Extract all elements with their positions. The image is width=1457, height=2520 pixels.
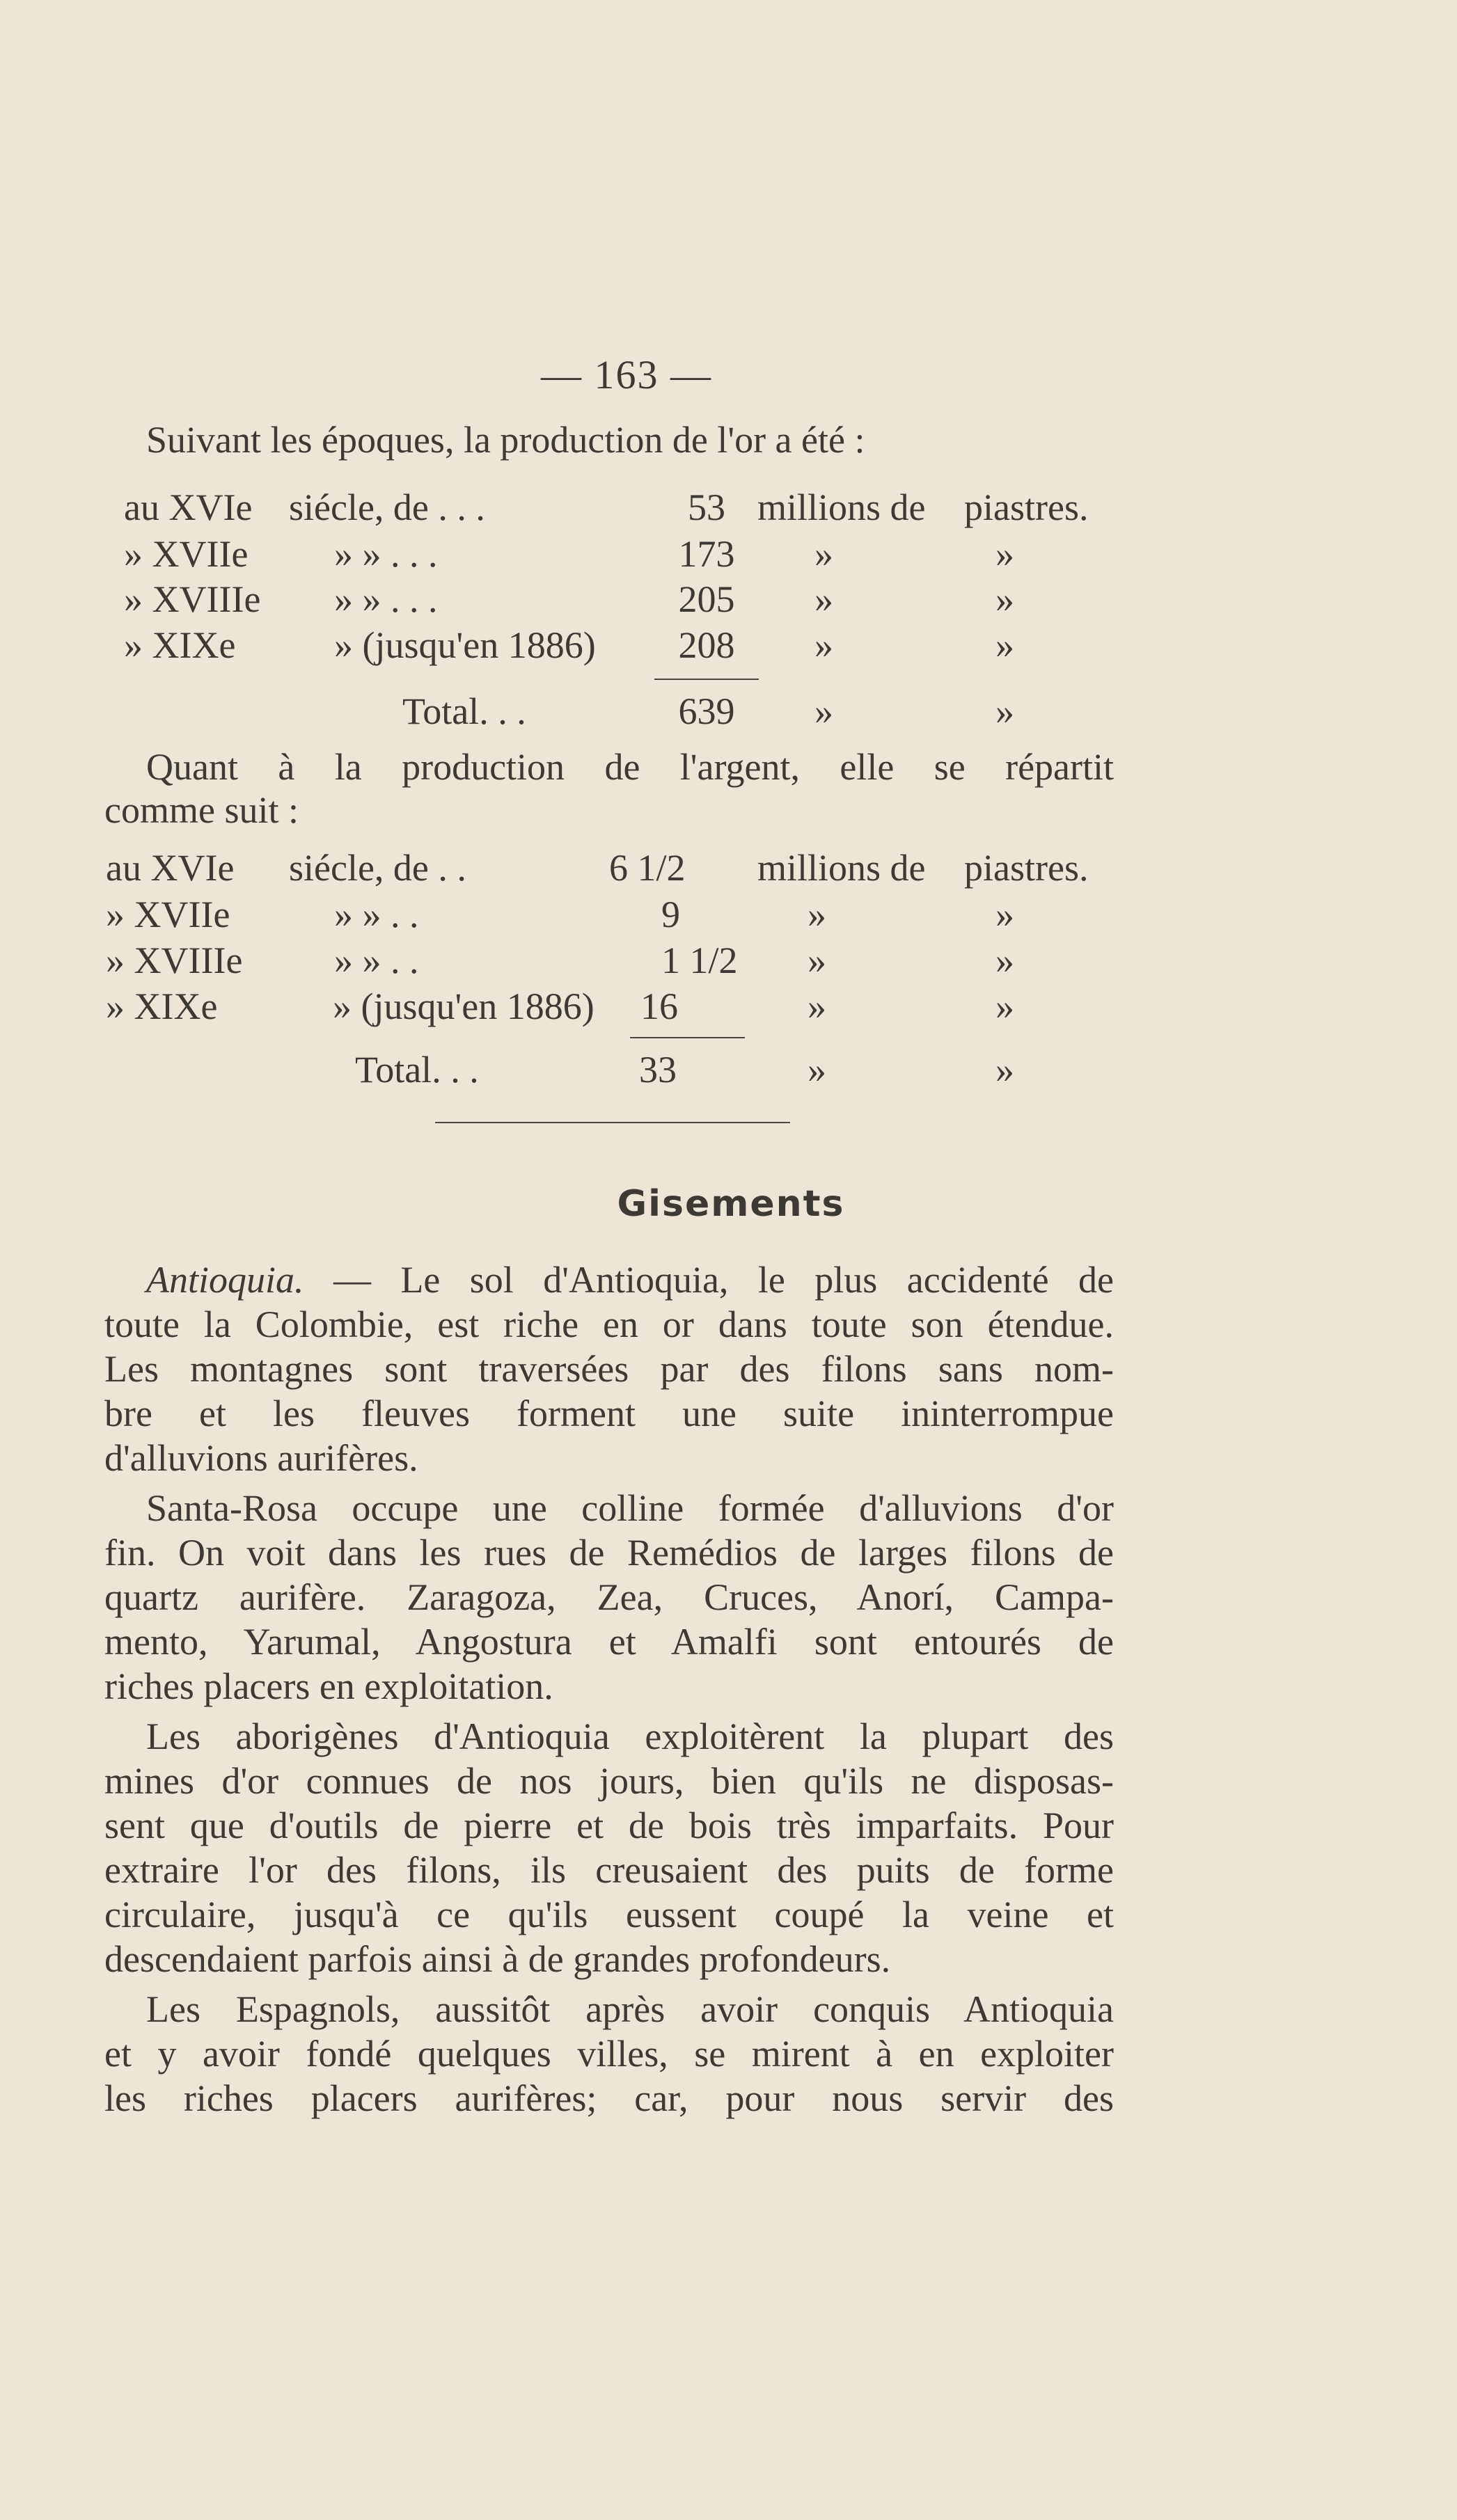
line-text: — Le sol d'Antioquia, le plus accidenté de bbox=[304, 1259, 1114, 1301]
value-cell: 208 bbox=[678, 624, 735, 666]
unit-cell: millions de bbox=[757, 486, 926, 528]
section-title: Gisements bbox=[617, 1183, 845, 1225]
unit-cell: piastres. bbox=[964, 486, 1089, 528]
unit-cell: » bbox=[814, 533, 833, 575]
sum-rule bbox=[654, 679, 759, 680]
paragraph-line: d'alluvions aurifères. bbox=[104, 1437, 418, 1479]
value-cell: 173 bbox=[678, 533, 735, 575]
paragraph-line: sent que d'outils de pierre et de bois très imparfaits. Pour bbox=[104, 1805, 1114, 1846]
unit-cell: » bbox=[995, 578, 1014, 620]
paragraph-line: toute la Colombie, est riche en or dans toute son étendue. bbox=[104, 1303, 1114, 1345]
value-cell: 1 1/2 bbox=[661, 940, 738, 981]
gold-intro: Suivant les époques, la production de l'or a été : bbox=[146, 419, 865, 461]
label-cell: » » . . . bbox=[334, 578, 438, 620]
value-cell: 53 bbox=[688, 486, 725, 528]
paragraph-line: extraire l'or des filons, ils creusaient des puits de forme bbox=[104, 1849, 1114, 1891]
paragraph-line: Les Espagnols, aussitôt après avoir conquis Antioquia bbox=[146, 1988, 1114, 2030]
paragraph-line: mines d'or connues de nos jours, bien qu'ils ne disposas- bbox=[104, 1760, 1114, 1802]
unit-cell: » bbox=[995, 624, 1014, 666]
unit-cell: » bbox=[814, 578, 833, 620]
table-row bbox=[0, 532, 1457, 576]
unit-cell: » bbox=[995, 894, 1014, 935]
unit-cell: » bbox=[995, 1049, 1014, 1091]
century-cell: » XVIIIe bbox=[106, 940, 243, 981]
paragraph-line: bre et les fleuves forment une suite ininterrompue bbox=[104, 1393, 1114, 1434]
label-cell: » » . . bbox=[334, 894, 419, 935]
paragraph-line: descendaient parfois ainsi à de grandes profondeurs. bbox=[104, 1938, 891, 1980]
section-divider bbox=[435, 1122, 790, 1123]
unit-cell: » bbox=[995, 533, 1014, 575]
paragraph-line: mento, Yarumal, Angostura et Amalfi sont entourés de bbox=[104, 1621, 1114, 1663]
paragraph-line: circulaire, jusqu'à ce qu'ils eussent coupé la veine et bbox=[104, 1894, 1114, 1935]
century-cell: » XVIIIe bbox=[124, 578, 261, 620]
total-label: Total. . . bbox=[402, 690, 526, 732]
label-cell: » (jusqu'en 1886) bbox=[334, 624, 596, 666]
label-cell: » » . . bbox=[334, 940, 419, 981]
paragraph-line: quartz aurifère. Zaragoza, Zea, Cruces, Anorí, Campa- bbox=[104, 1576, 1114, 1618]
table-row bbox=[0, 846, 1457, 890]
table-row bbox=[0, 485, 1457, 530]
unit-cell: » bbox=[814, 690, 833, 732]
unit-cell: piastres. bbox=[964, 847, 1089, 889]
total-label: Total. . . bbox=[355, 1049, 479, 1091]
unit-cell: » bbox=[808, 985, 826, 1027]
total-value: 33 bbox=[639, 1049, 677, 1091]
century-cell: » XVIIe bbox=[106, 894, 230, 935]
century-cell: au XVIe bbox=[106, 847, 235, 889]
table-row bbox=[0, 577, 1457, 621]
silver-intro-line: Quant à la production de l'argent, elle se répartit bbox=[146, 746, 1114, 788]
unit-cell: » bbox=[808, 894, 826, 935]
value-cell: 9 bbox=[661, 894, 680, 935]
paragraph-line: fin. On voit dans les rues de Remédios de larges filons de bbox=[104, 1532, 1114, 1574]
paragraph-line: riches placers en exploitation. bbox=[104, 1665, 553, 1707]
total-value: 639 bbox=[678, 690, 735, 732]
paragraph-line: Les montagnes sont traversées par des filons sans nom- bbox=[104, 1348, 1114, 1390]
label-cell: siécle, de . . bbox=[289, 847, 466, 889]
century-cell: » XIXe bbox=[106, 985, 218, 1027]
table-row bbox=[0, 984, 1457, 1029]
table-row bbox=[0, 892, 1457, 937]
unit-cell: » bbox=[995, 940, 1014, 981]
value-cell: 16 bbox=[640, 985, 678, 1027]
century-cell: au XVIe bbox=[124, 486, 253, 528]
total-row bbox=[0, 689, 1457, 734]
century-cell: » XVIIe bbox=[124, 533, 249, 575]
value-cell: 6 1/2 bbox=[609, 847, 686, 889]
silver-intro-line: comme suit : bbox=[104, 789, 299, 831]
unit-cell: » bbox=[808, 1049, 826, 1091]
paragraph-line: et y avoir fondé quelques villes, se mirent à en exploiter bbox=[104, 2033, 1114, 2075]
unit-cell: » bbox=[995, 690, 1014, 732]
table-row bbox=[0, 623, 1457, 667]
paragraph-line: Les aborigènes d'Antioquia exploitèrent la plupart des bbox=[146, 1715, 1114, 1757]
label-cell: » (jusqu'en 1886) bbox=[333, 985, 594, 1027]
century-cell: » XIXe bbox=[124, 624, 236, 666]
total-row bbox=[0, 1047, 1457, 1092]
label-cell: siécle, de . . . bbox=[289, 486, 485, 528]
unit-cell: » bbox=[808, 940, 826, 981]
sum-rule bbox=[630, 1037, 745, 1038]
label-cell: » » . . . bbox=[334, 533, 438, 575]
paragraph-line: Santa-Rosa occupe une colline formée d'alluvions d'or bbox=[146, 1487, 1114, 1529]
place-name: Antioquia. bbox=[146, 1259, 304, 1301]
unit-cell: millions de bbox=[757, 847, 926, 889]
paragraph-line bbox=[146, 1258, 1114, 1302]
value-cell: 205 bbox=[678, 578, 735, 620]
paragraph-line: les riches placers aurifères; car, pour nous servir des bbox=[104, 2077, 1114, 2119]
unit-cell: » bbox=[814, 624, 833, 666]
table-row bbox=[0, 938, 1457, 983]
unit-cell: » bbox=[995, 985, 1014, 1027]
page-number: — 163 — bbox=[541, 352, 712, 397]
